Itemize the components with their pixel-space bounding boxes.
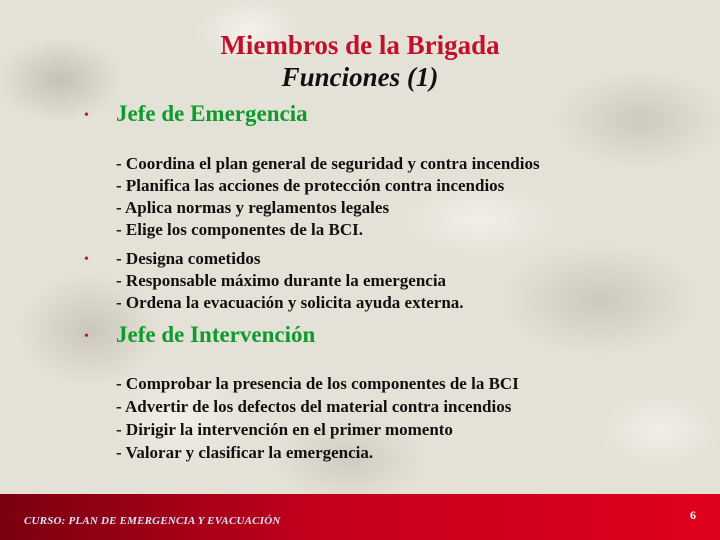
slide-subtitle: Funciones (1): [281, 62, 439, 92]
page-number: 6: [690, 508, 696, 522]
bullet-icon: •: [84, 108, 89, 123]
list-item: - Comprobar la presencia de los componentes de la BCI: [116, 374, 519, 393]
course-label: CURSO: PLAN DE EMERGENCIA Y EVACUACIÓN: [24, 515, 281, 527]
list-item: - Designa cometidos: [116, 249, 261, 268]
section-heading-jefe-intervencion: Jefe de Intervención: [116, 322, 316, 347]
list-item: - Ordena la evacuación y solicita ayuda externa.: [116, 293, 464, 312]
bullet-icon: •: [84, 252, 89, 267]
bullet-icon: •: [84, 329, 89, 344]
list-item: - Responsable máximo durante la emergencia: [116, 271, 447, 290]
list-item: - Coordina el plan general de seguridad y contra incendios: [116, 154, 540, 173]
list-item: - Elige los componentes de la BCI.: [116, 220, 363, 239]
footer-bar: [0, 494, 720, 540]
list-item: - Advertir de los defectos del material contra incendios: [116, 397, 512, 416]
list-item: - Dirigir la intervención en el primer momento: [116, 420, 453, 439]
slide-title: Miembros de la Brigada: [220, 30, 500, 60]
list-item: - Planifica las acciones de protección contra incendios: [116, 176, 505, 195]
list-item: - Aplica normas y reglamentos legales: [116, 198, 390, 217]
section-heading-jefe-emergencia: Jefe de Emergencia: [116, 101, 308, 126]
list-item: - Valorar y clasificar la emergencia.: [116, 443, 374, 462]
